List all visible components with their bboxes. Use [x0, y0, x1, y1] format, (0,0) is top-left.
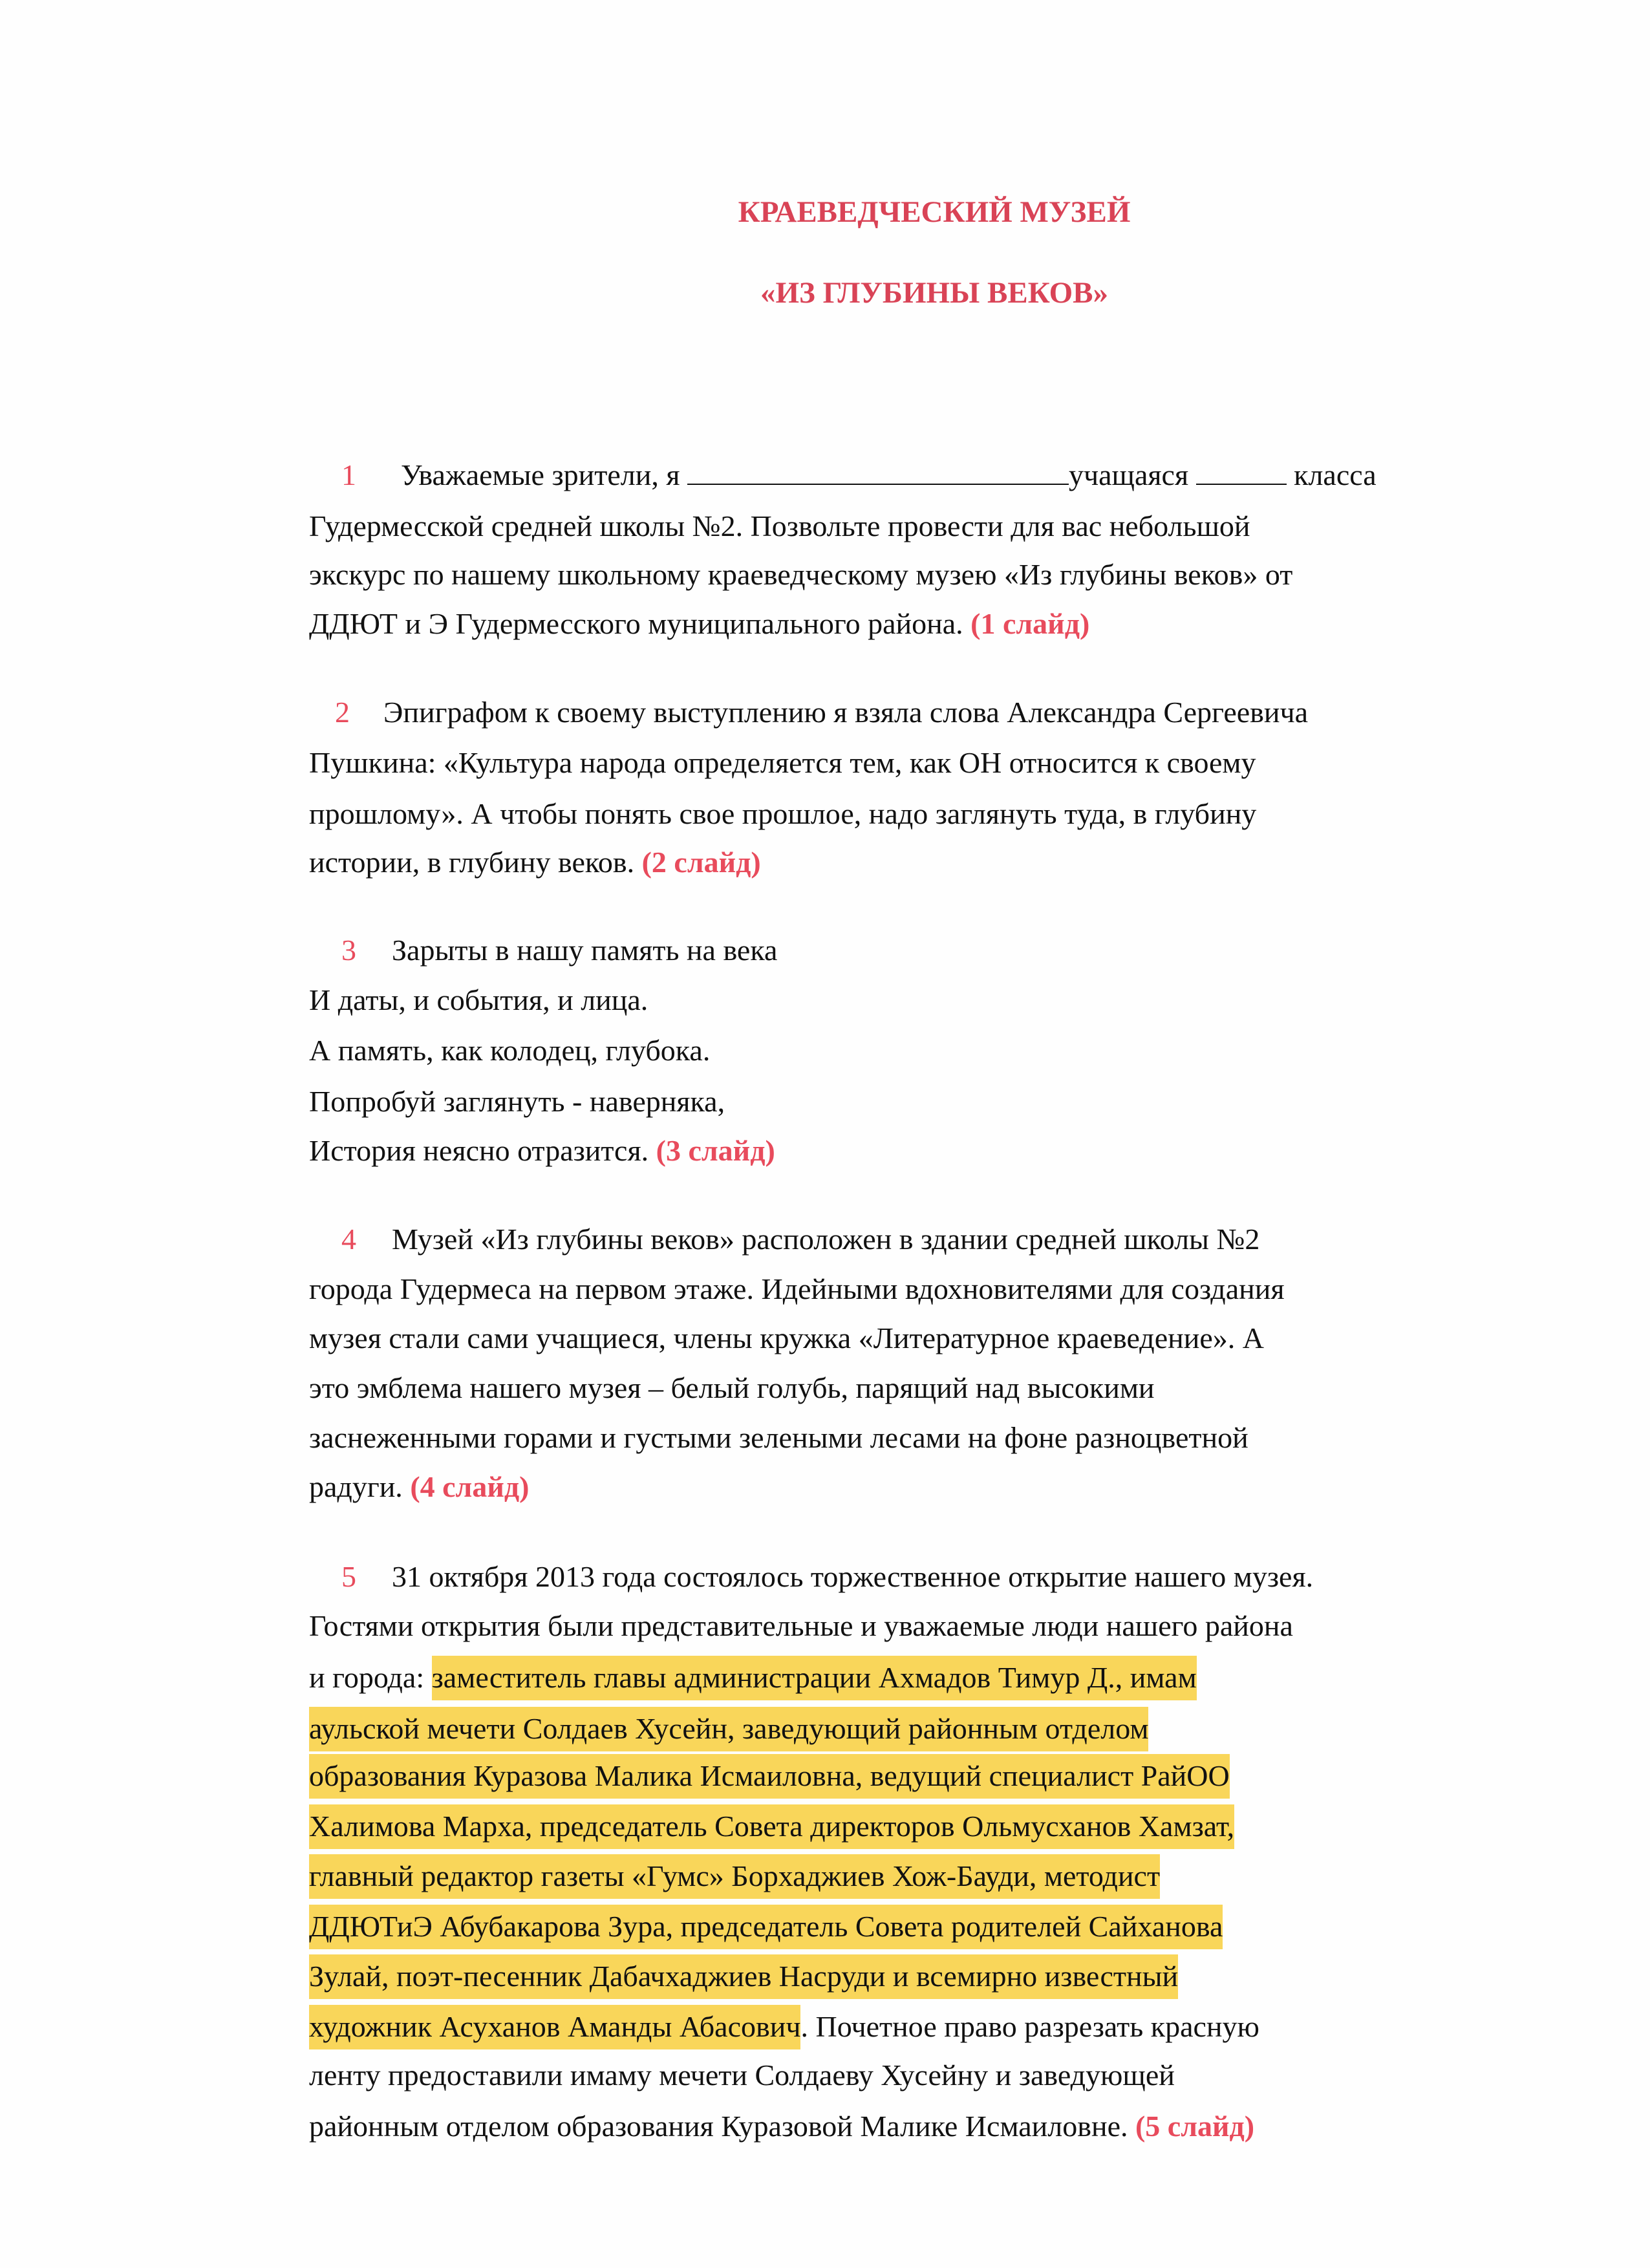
body-text: учащаяся — [1069, 458, 1196, 491]
body-text: Попробуй заглянуть - наверняка, — [309, 1085, 725, 1118]
highlighted-text: Халимова Марха, председатель Совета директоров Ольмусханов Хамзат, — [309, 1804, 1234, 1849]
body-text: города Гудермеса на первом этаже. Идейными вдохновителями для создания — [309, 1272, 1285, 1305]
body-text: заснеженными горами и густыми зелеными лесами на фоне разноцветной — [309, 1421, 1248, 1454]
paragraph-3-line — [309, 936, 777, 965]
body-text: И даты, и события, и лица. — [309, 983, 648, 1016]
body-text: районным отделом образования Куразовой Малике Исмаиловне. — [309, 2110, 1135, 2143]
paragraph-3-line — [309, 985, 648, 1015]
paragraph-1-line — [309, 609, 1089, 639]
body-text: Гудермесской средней школы №2. Позвольте провести для вас небольшой — [309, 509, 1250, 542]
body-text: класса — [1286, 458, 1377, 491]
paragraph-2-line — [309, 698, 1308, 727]
highlighted-text: Зулай, поэт-песенник Дабачхаджиев Насруди и всемирно известный — [309, 1954, 1178, 1999]
body-text: экскурс по нашему школьному краеведческому музею «Из глубины веков» от — [309, 558, 1293, 591]
paragraph-5-line — [309, 1861, 1160, 1891]
paragraph-1-line — [309, 511, 1250, 541]
paragraph-5-line — [309, 1714, 1148, 1744]
paragraph-5-line — [309, 2060, 1175, 2090]
paragraph-number: 1 — [341, 458, 356, 491]
body-text: прошлому». А чтобы понять свое прошлое, надо заглянуть туда, в глубину — [309, 797, 1257, 830]
highlighted-text: аульской мечети Солдаев Хусейн, заведующий районным отделом — [309, 1707, 1148, 1751]
body-text: Зарыты в нашу память на века — [392, 934, 778, 967]
paragraph-5-line — [309, 1812, 1234, 1841]
paragraph-number: 5 — [341, 1560, 356, 1593]
paragraph-1-line — [309, 560, 1292, 590]
body-text: . Почетное право разрезать красную — [800, 2010, 1259, 2043]
paragraph-3-line — [309, 1087, 725, 1117]
document-subtitle: «ИЗ ГЛУБИНЫ ВЕКОВ» — [760, 276, 1109, 310]
paragraph-5-line — [309, 2012, 1259, 2042]
body-text: История неясно отразится. — [309, 1134, 656, 1167]
paragraph-2-line — [309, 848, 761, 877]
highlighted-text: главный редактор газеты «Гумс» Борхаджиев Хож-Бауди, методист — [309, 1854, 1160, 1899]
paragraph-4-line — [309, 1274, 1285, 1304]
highlighted-text: ДДЮТиЭ Абубакарова Зура, председатель Совета родителей Сайханова — [309, 1905, 1223, 1949]
body-text: Гостями открытия были представительные и уважаемые люди нашего района — [309, 1609, 1293, 1642]
slide-reference: (5 слайд) — [1135, 2110, 1255, 2143]
paragraph-5-line — [309, 1761, 1230, 1791]
paragraph-4-line — [309, 1323, 1264, 1353]
paragraph-3-line — [309, 1136, 775, 1166]
paragraph-4-line — [309, 1225, 1259, 1254]
paragraph-1-line — [309, 460, 1377, 490]
highlighted-text: образования Куразова Малика Исмаиловна, ведущий специалист РайОО — [309, 1754, 1230, 1799]
paragraph-5-line — [309, 1962, 1178, 1991]
body-text: ДДЮТ и Э Гудермесского муниципального района. — [309, 607, 971, 640]
paragraph-4-line — [309, 1472, 529, 1502]
slide-reference: (3 слайд) — [656, 1134, 775, 1167]
paragraph-4-line — [309, 1423, 1248, 1453]
document-title: КРАЕВЕДЧЕСКИЙ МУЗЕЙ — [738, 195, 1131, 229]
paragraph-number: 3 — [341, 934, 356, 967]
paragraph-2-line — [309, 799, 1256, 829]
body-text: истории, в глубину веков. — [309, 846, 642, 879]
body-text: Пушкина: «Культура народа определяется тем, как ОН относится к своему — [309, 746, 1256, 779]
body-text: Эпиграфом к своему выступлению я взяла слова Александра Сергеевича — [383, 696, 1309, 729]
body-text: музея стали сами учащиеся, члены кружка «Литературное краеведение». А — [309, 1321, 1264, 1354]
paragraph-5-line — [309, 1562, 1313, 1592]
body-text: Музей «Из глубины веков» расположен в здании средней школы №2 — [392, 1223, 1260, 1256]
slide-reference: (4 слайд) — [410, 1470, 530, 1503]
body-text: и города: — [309, 1661, 432, 1694]
paragraph-number: 2 — [335, 696, 350, 729]
highlighted-text: художник Асуханов Аманды Абасович — [309, 2005, 800, 2049]
highlighted-text: заместитель главы администрации Ахмадов Тимур Д., имам — [432, 1656, 1197, 1700]
body-text: радуги. — [309, 1470, 411, 1503]
class-blank-field — [1196, 460, 1287, 485]
body-text: это эмблема нашего музея – белый голубь, парящий над высокими — [309, 1371, 1155, 1404]
body-text: Уважаемые зрители, я — [401, 458, 687, 491]
slide-reference: (2 слайд) — [641, 846, 761, 879]
paragraph-number: 4 — [341, 1223, 356, 1256]
body-text: 31 октября 2013 года состоялось торжественное открытие нашего музея. — [392, 1560, 1314, 1593]
paragraph-5-line — [309, 1912, 1223, 1942]
paragraph-5-line — [309, 2112, 1254, 2141]
slide-reference: (1 слайд) — [970, 607, 1090, 640]
paragraph-5-line — [309, 1611, 1293, 1641]
body-text: ленту предоставили имаму мечети Солдаеву Хусейну и заведующей — [309, 2059, 1175, 2091]
paragraph-3-line — [309, 1036, 710, 1065]
paragraph-2-line — [309, 748, 1256, 778]
name-blank-field — [687, 460, 1069, 485]
paragraph-5-line — [309, 1663, 1197, 1693]
body-text: А память, как колодец, глубока. — [309, 1034, 711, 1067]
paragraph-4-line — [309, 1373, 1155, 1403]
